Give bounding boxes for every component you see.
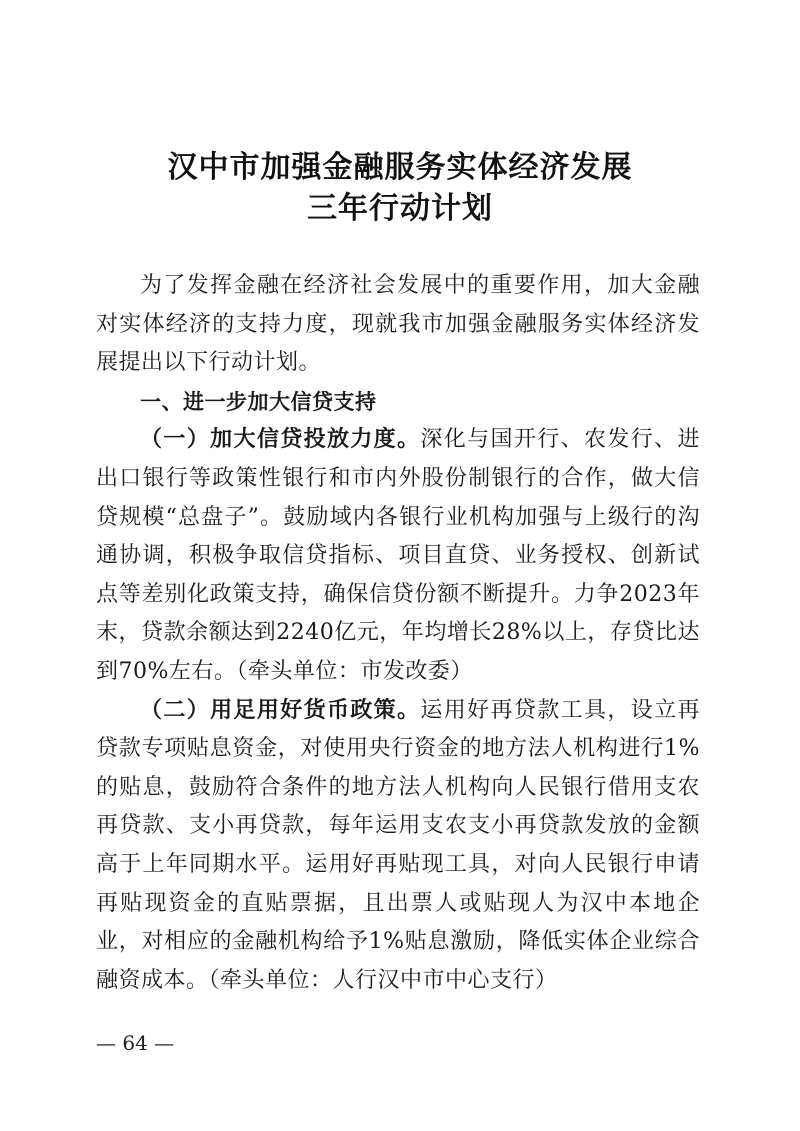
item-1-paragraph	[96, 421, 700, 691]
page-number: — 64 —	[96, 1031, 175, 1055]
item-1-heading: （一）加大信贷投放力度。	[140, 427, 421, 453]
document-title-line-2: 三年行动计划	[307, 191, 493, 226]
item-2-heading: （二）用足用好货币政策。	[140, 697, 421, 723]
item-2-text: 运用好再贷款工具，设立再贷款专项贴息资金，对使用央行资金的地方法人机构进行1%的贴息，鼓励符合条件的地方法人机构向人民银行借用支农再贷款、支小再贷款，每年运用支农支小再贷款发放的金额高于上年同期水平。运用好再贴现工具，对向人民银行申请再贴现资金的直贴票据，且出票人或贴现人为汉中本地企业，对相应的金融机构给予1%贴息激励，降低实体企业综合融资成本。（牵头单位：人行汉中市中心支行）	[96, 697, 700, 993]
item-2-paragraph	[96, 692, 700, 1001]
document-title-line-1: 汉中市加强金融服务实体经济发展	[167, 150, 633, 185]
document-body	[96, 267, 700, 1000]
intro-paragraph: 为了发挥金融在经济社会发展中的重要作用，加大金融对实体经济的支持力度，现就我市加强金融服务实体经济发展提出以下行动计划。	[96, 273, 700, 376]
item-1-text: 深化与国开行、农发行、进出口银行等政策性银行和市内外股份制银行的合作，做大信贷规模“总盘子”。鼓励域内各银行业机构加强与上级行的沟通协调，积极争取信贷指标、项目直贷、业务授权、创新试点等差别化政策支持，确保信贷份额不断提升。力争2023年末，贷款余额达到2240亿元，年均增长28%以上，存贷比达到70%左右。（牵头单位：市发改委）	[96, 427, 700, 684]
section-heading: 一、进一步加大信贷支持	[140, 389, 377, 414]
